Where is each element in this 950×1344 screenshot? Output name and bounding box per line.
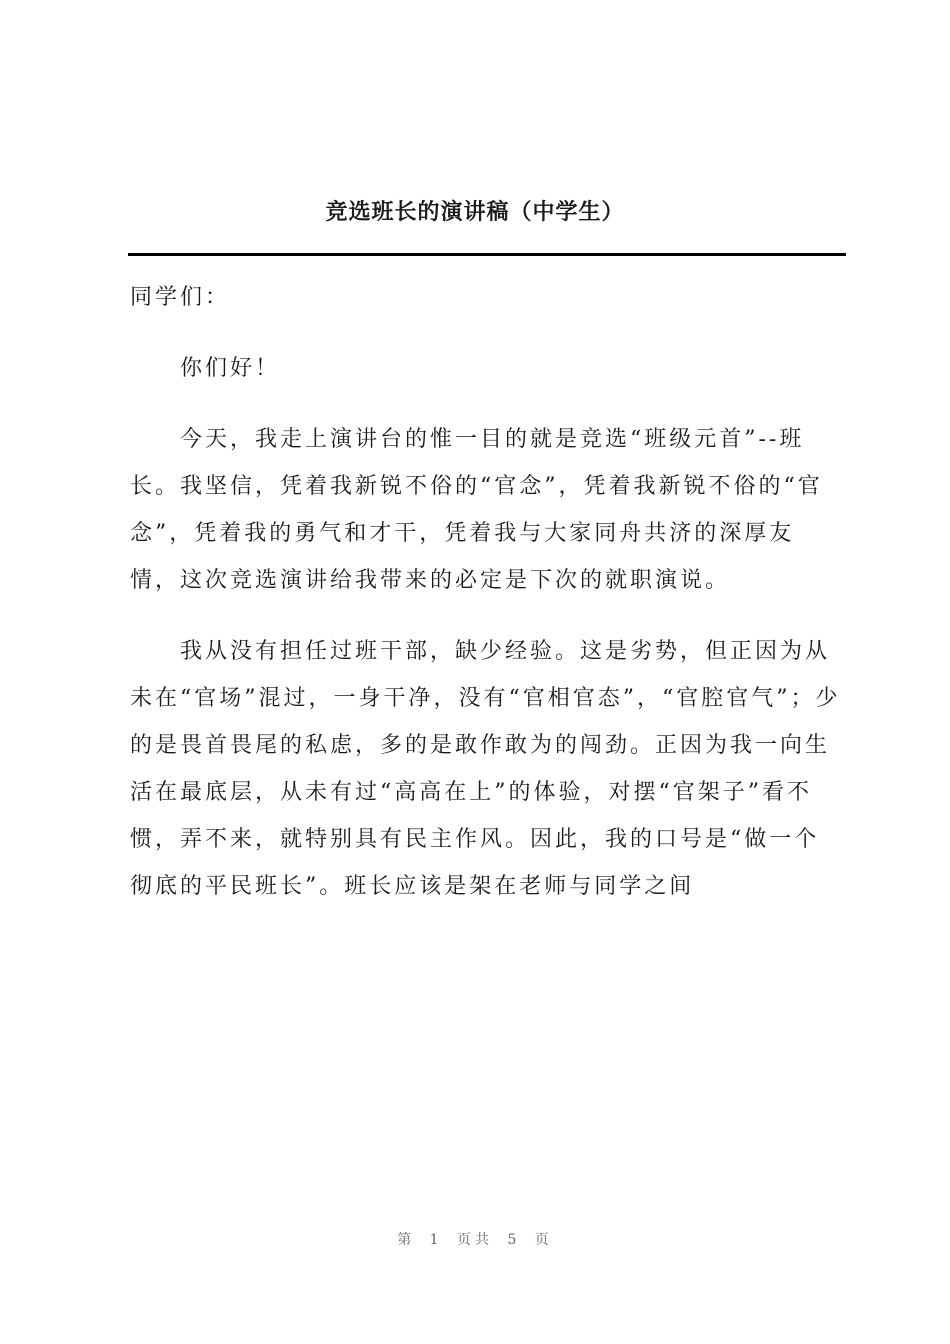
paragraph-2: 今天，我走上演讲台的惟一目的就是竞选“班级元首”--班长。我坚信，凭着我新锐不俗的“官念”，凭着我新锐不俗的“官念”，凭着我的勇气和才干，凭着我与大家同舟共济的深厚友情，这次竞选演讲给我带来的必定是下次的就职演说。 [130, 427, 823, 593]
paragraph-3: 我从没有担任过班干部，缺少经验。这是劣势，但正因为从未在“官场”混过，一身干净，没有“官相官态”，“官腔官气”；少的是畏首畏尾的私虑，多的是敢作敢为的闯劲。正因为我一向生活在最底层，从未有过“高高在上”的体验，对摆“官架子”看不惯，弄不来，就特别具有民主作风。因此，我的口号是“做一个彻底的平民班长”。班长应该是架在老师与同学之间 [130, 639, 841, 899]
document-title: 竞选班长的演讲稿（中学生） [325, 200, 625, 225]
page-footer: 第 1 页共 5 页 [397, 1232, 553, 1248]
greeting: 同学们： [130, 285, 231, 310]
document-body [130, 274, 844, 934]
title-divider [128, 253, 846, 256]
paragraph-1: 你们好！ [180, 356, 281, 381]
